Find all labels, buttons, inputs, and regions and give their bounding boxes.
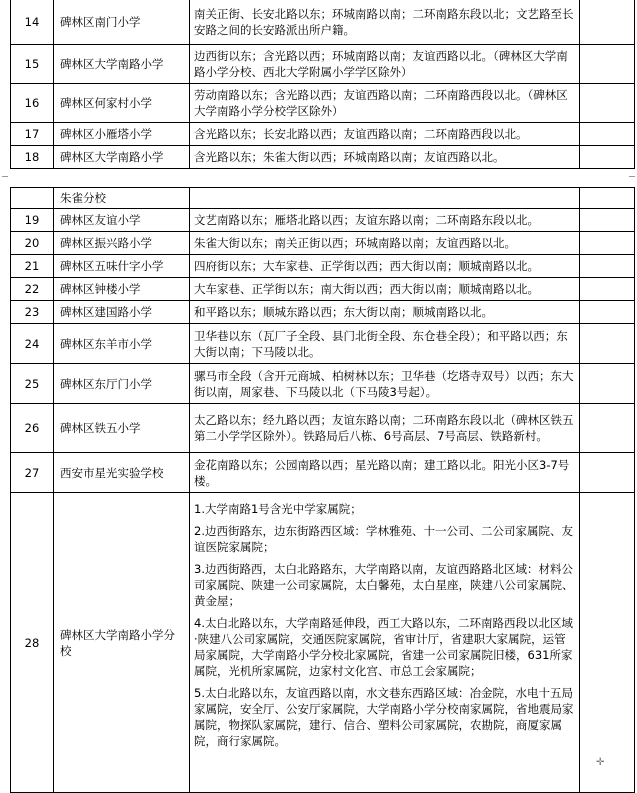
school-name: 碑林区南门小学 — [54, 0, 190, 45]
remarks-cell — [580, 84, 635, 123]
district-area-list — [190, 493, 580, 793]
row-number: 17 — [11, 123, 54, 146]
remarks-cell — [580, 209, 635, 232]
row-number: 18 — [11, 146, 54, 169]
row-number: 20 — [11, 232, 54, 255]
school-name: 碑林区建国路小学 — [54, 301, 190, 324]
table-row — [11, 0, 635, 45]
section-header-row — [11, 188, 635, 209]
district-area: 四府街以东；大车家巷、正学街以西；西大街以南；顺城南路以北。 — [190, 255, 580, 278]
table-row — [11, 324, 635, 364]
district-area: 大车家巷、正学街以东；南大街以西；西大街以南；顺城南路以北。 — [190, 278, 580, 301]
table-row — [11, 255, 635, 278]
remarks-cell — [580, 278, 635, 301]
district-area: 含光路以东；朱雀大街以西；环城南路以南；友谊西路以北。 — [190, 146, 580, 169]
remarks-cell — [580, 364, 635, 404]
remarks-cell — [580, 324, 635, 364]
section-header-empty — [190, 188, 580, 209]
section-header-extra — [580, 188, 635, 209]
table-row — [11, 123, 635, 146]
district-area: 金花南路以东；公园南路以西；星光路以南；建工路以北。阳光小区3-7号楼。 — [190, 453, 580, 493]
list-item: 3.边西街路西，太白北路路东，大学南路以南，友谊西路路北区域：材料公司家属院、陕建一公司家属院，太白馨苑，太白星座，陕建八公司家属院、黄金屋； — [194, 562, 574, 608]
school-name: 碑林区铁五小学 — [54, 404, 190, 453]
page-break-gap — [0, 170, 637, 187]
district-area: 太乙路以东；经九路以西；友谊东路以南；二环南路东段以北（碑林区铁五第二小学学区除外）。铁路局后八栋、6号高层、7号高层、铁路新村。 — [190, 404, 580, 453]
row-number: 25 — [11, 364, 54, 404]
list-item: 4.太白北路以东，大学南路延伸段，西工大路以东，二环南路西段以北区域·陕建八公司家属院，交通医院家属院，省审计厅，省建职大家属院，运管局家属院，大学南路小学分校北家属院，省建一公司家属院旧楼，631所家属院，光机所家属院，边家村文化宫、市总工会家属院； — [194, 616, 573, 678]
list-item: 2.边西街路东，边东街路西区域：学林雅苑、十一公司、二公司家属院、友谊医院家属院； — [194, 524, 573, 554]
remarks-cell — [580, 45, 635, 84]
district-area: 含光路以东；长安北路以西；友谊西路以南；二环南路西段以北。 — [190, 123, 580, 146]
table-row — [11, 301, 635, 324]
list-item: 1.大学南路1号含光中学家属院； — [194, 502, 362, 516]
row-number: 27 — [11, 453, 54, 493]
row-number: 28 — [11, 493, 54, 793]
table-row — [11, 232, 635, 255]
page-margin-marker-left — [2, 176, 8, 177]
table-row — [11, 84, 635, 123]
section-title: 朱雀分校 — [54, 188, 190, 209]
table-row — [11, 146, 635, 169]
remarks-cell — [580, 123, 635, 146]
table-row — [11, 209, 635, 232]
remarks-cell — [580, 232, 635, 255]
row-number: 14 — [11, 0, 54, 45]
school-name: 碑林区钟楼小学 — [54, 278, 190, 301]
table-row — [11, 364, 635, 404]
remarks-cell — [580, 301, 635, 324]
remarks-cell — [580, 146, 635, 169]
row-number: 19 — [11, 209, 54, 232]
school-name: 碑林区大学南路小学分校 — [54, 493, 190, 793]
row-number: 22 — [11, 278, 54, 301]
table-row — [11, 493, 635, 793]
row-number: 26 — [11, 404, 54, 453]
district-area: 卫华巷以东（瓦厂子全段、县门北街全段、东仓巷全段）；和平路以西；东大街以南；下马陵以北。 — [190, 324, 580, 364]
district-area: 文艺南路以东；雁塔北路以西；友谊东路以南；二环南路东段以北。 — [190, 209, 580, 232]
row-number: 23 — [11, 301, 54, 324]
table-row — [11, 45, 635, 84]
list-item: 5.太白北路以东，友谊西路以南，水文巷东西路区域：冶金院，水电十五局家属院，安全厅、公安厅家属院，大学南路小学分校南家属院，省地震局家属院，物探队家属院，建行、信合、塑料公司家属院，农勘院，商厦家属院，商行家属院。 — [194, 686, 574, 748]
section-header-spacer — [11, 188, 54, 209]
school-district-table-upper — [10, 0, 635, 169]
school-name: 碑林区大学南路小学 — [54, 45, 190, 84]
remarks-cell — [580, 0, 635, 45]
row-number: 16 — [11, 84, 54, 123]
row-number: 15 — [11, 45, 54, 84]
remarks-cell — [580, 255, 635, 278]
school-name: 碑林区小雁塔小学 — [54, 123, 190, 146]
district-area: 劳动南路以东；含光路以西；友谊西路以南；二环南路西段以北。（碑林区大学南路小学分校学区除外） — [190, 84, 580, 123]
row-number: 24 — [11, 324, 54, 364]
school-name: 碑林区振兴路小学 — [54, 232, 190, 255]
page-margin-marker-right — [629, 176, 635, 177]
table-row — [11, 404, 635, 453]
remarks-cell — [580, 453, 635, 493]
school-name: 碑林区五味什字小学 — [54, 255, 190, 278]
remarks-cell — [580, 404, 635, 453]
school-name: 碑林区大学南路小学 — [54, 146, 190, 169]
table-row — [11, 453, 635, 493]
district-area: 边西街以东；含光路以西；环城南路以南；友谊西路以北。（碑林区大学南路小学分校、西北大学附属小学学区除外） — [190, 45, 580, 84]
school-district-table-lower — [10, 187, 635, 793]
row-number: 21 — [11, 255, 54, 278]
school-name: 碑林区东厅门小学 — [54, 364, 190, 404]
table-row — [11, 278, 635, 301]
school-name: 碑林区东羊市小学 — [54, 324, 190, 364]
remarks-cell — [580, 493, 635, 793]
district-area: 南关正街、长安北路以东；环城南路以南；二环南路东段以北；文艺路至长安路之间的长安路派出所户籍。 — [190, 0, 580, 45]
district-area: 骡马市全段（含开元商城、柏树林以东；卫华巷（圪塔寺双号）以西；东大街以南，周家巷、下马陵以北（下马陵3号起）。 — [190, 364, 580, 404]
plus-icon: ✛ — [596, 757, 605, 768]
school-name: 西安市星光实验学校 — [54, 453, 190, 493]
district-area: 朱雀大街以东；南关正街以西；环城南路以南；友谊西路以北。 — [190, 232, 580, 255]
school-name: 碑林区何家村小学 — [54, 84, 190, 123]
school-name: 碑林区友谊小学 — [54, 209, 190, 232]
district-area: 和平路以东；顺城东路以西；东大街以南；顺城南路以北。 — [190, 301, 580, 324]
